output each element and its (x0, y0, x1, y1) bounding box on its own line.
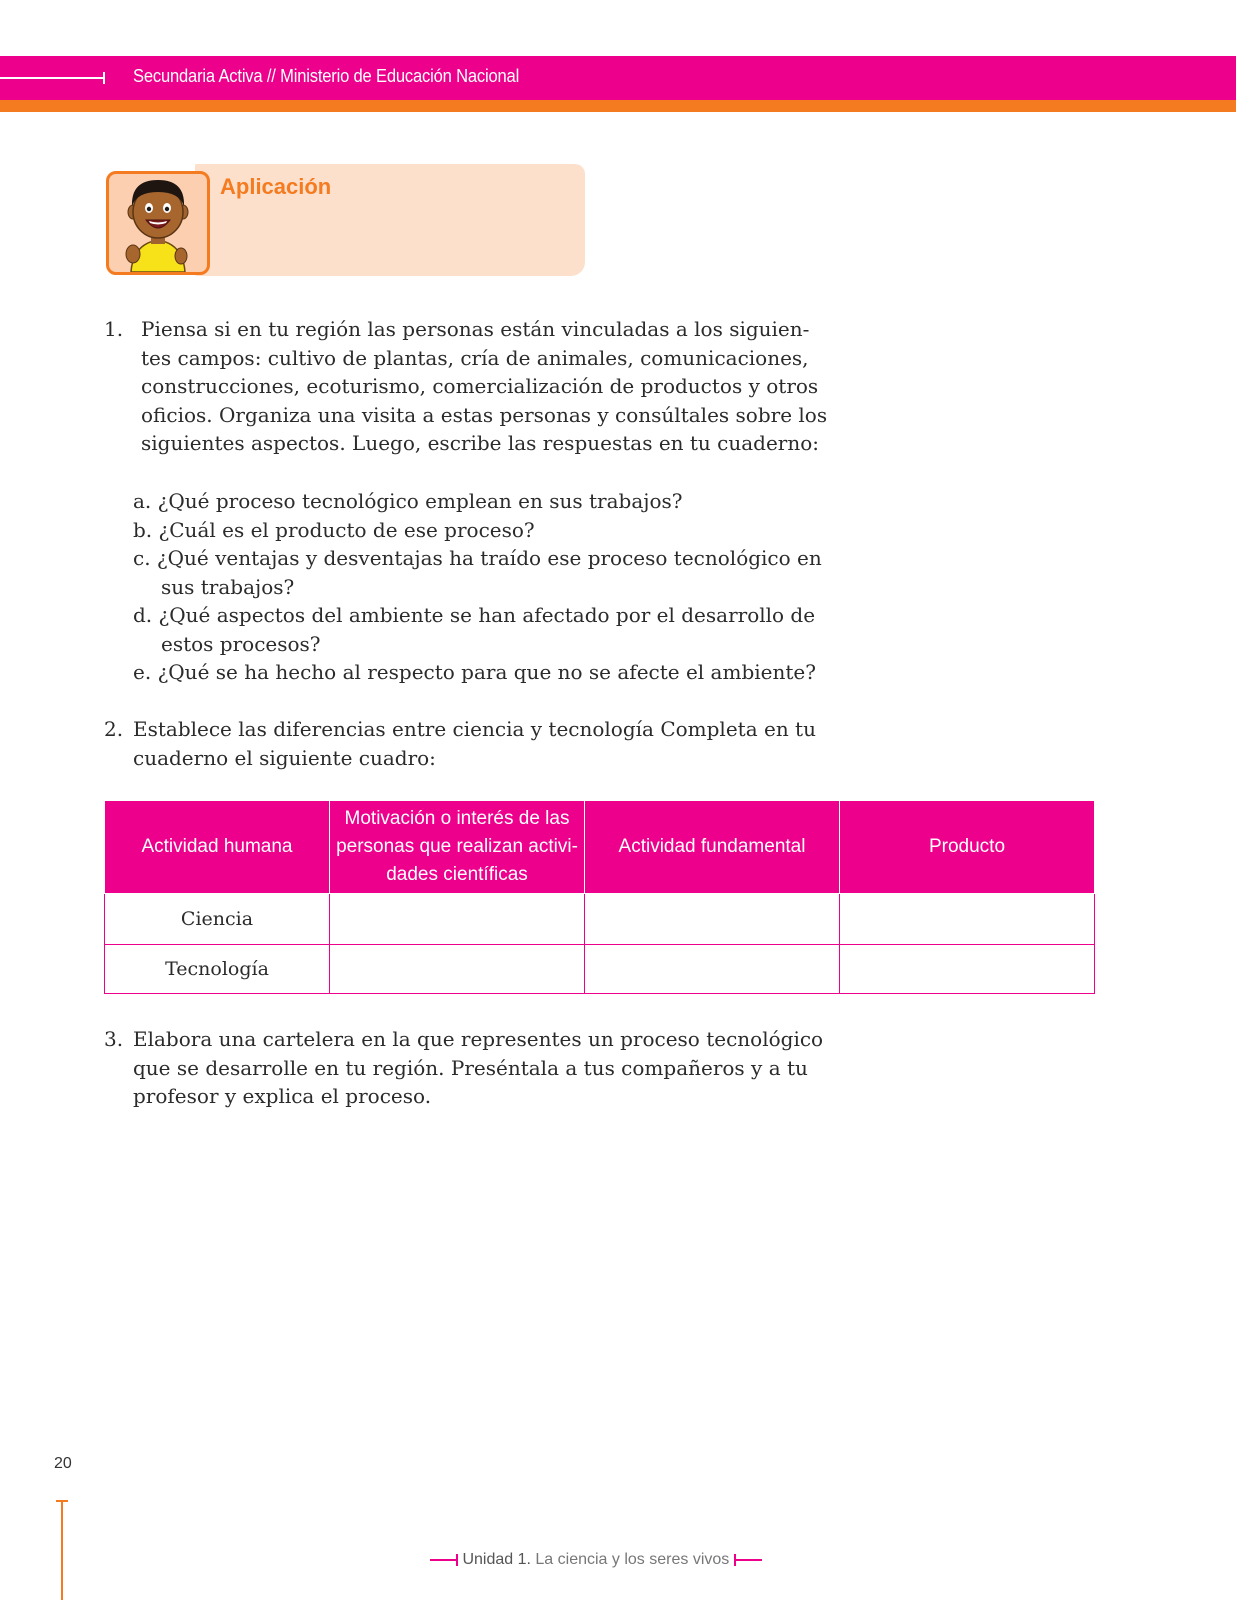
header-rule-tick (103, 72, 105, 84)
text-line: siguientes aspectos. Luego, escribe las respuestas en tu cuaderno: (141, 431, 820, 455)
list-text: ¿Cuál es el producto de ese proceso? (158, 517, 535, 542)
footer-unit (430, 1551, 762, 1569)
footer-rule-right (734, 1559, 762, 1561)
item-2-text (133, 715, 816, 772)
list-letter: a. (133, 489, 152, 513)
item-1-text (141, 315, 827, 458)
text-line: tes campos: cultivo de plantas, cría de animales, comunicaciones, (141, 345, 809, 370)
text-line: Establece las diferencias entre ciencia y tecnología Completa en tu (133, 717, 816, 741)
list-item (133, 544, 822, 601)
list-item (133, 601, 822, 658)
list-text: sus trabajos? (161, 574, 295, 599)
header-rule (0, 77, 104, 79)
table-header-cell: Motivación o interés de las personas que realizan activi- dades científicas (330, 801, 585, 894)
footer-unit-label: Unidad 1. (462, 1551, 531, 1568)
text-line: Piensa si en tu región las personas están vinculadas a los siguien- (141, 317, 810, 341)
table-cell (840, 894, 1095, 945)
table-cell (585, 945, 840, 994)
text-line: que se desarrolle en tu región. Preséntala a tus compañeros y a tu (133, 1055, 808, 1080)
comparison-table (104, 800, 1095, 994)
table-cell: Ciencia (105, 894, 330, 945)
list-letter: d. (133, 603, 153, 627)
list-text: ¿Qué aspectos del ambiente se han afectado por el desarrollo de (158, 603, 816, 627)
section-title: Aplicación (220, 174, 332, 199)
text-line: cuaderno el siguiente cuadro: (133, 745, 436, 770)
page-number: 20 (54, 1455, 72, 1472)
list-text: estos procesos? (161, 631, 321, 656)
table-cell: Tecnología (105, 945, 330, 994)
table-header-cell: Actividad fundamental (585, 801, 840, 894)
list-letter: b. (133, 517, 153, 542)
sub-list (133, 487, 822, 687)
table-cell (840, 945, 1095, 994)
text-line: Elabora una cartelera en la que representes un proceso tecnológico (133, 1027, 824, 1051)
table-header-row (105, 801, 1095, 894)
item-1-number: 1. (104, 317, 124, 341)
table-header-cell: Producto (840, 801, 1095, 894)
header-title: Secundaria Activa // Ministerio de Educación Nacional (133, 66, 520, 86)
list-letter: e. (133, 660, 152, 684)
list-item (133, 487, 822, 516)
footer-vertical-tick (56, 1500, 68, 1502)
text-line: construcciones, ecoturismo, comercialización de productos y otros (141, 374, 819, 398)
item-2-number: 2. (104, 717, 124, 741)
table-cell (330, 894, 585, 945)
list-text: ¿Qué se ha hecho al respecto para que no se afecte el ambiente? (157, 660, 816, 684)
footer-unit-title: La ciencia y los seres vivos (535, 1551, 730, 1568)
item-3-number: 3. (104, 1027, 124, 1051)
list-letter: c. (133, 546, 151, 570)
table-header-cell: Actividad humana (105, 801, 330, 894)
table-row (105, 894, 1095, 945)
item-3-text (133, 1025, 823, 1111)
student-mascot-icon (106, 171, 210, 275)
list-text: ¿Qué ventajas y desventajas ha traído ese proceso tecnológico en (156, 546, 822, 570)
list-text: ¿Qué proceso tecnológico emplean en sus trabajos? (157, 489, 683, 513)
table-row (105, 945, 1095, 994)
header-orange-stripe (0, 100, 1236, 112)
text-line: oficios. Organiza una visita a estas personas y consúltales sobre los (141, 402, 828, 427)
list-item (133, 516, 822, 545)
footer-rule-left (430, 1559, 458, 1561)
table-cell (585, 894, 840, 945)
text-line: profesor y explica el proceso. (133, 1084, 432, 1108)
table-cell (330, 945, 585, 994)
footer-vertical-rule (61, 1500, 63, 1600)
list-item (133, 658, 822, 687)
